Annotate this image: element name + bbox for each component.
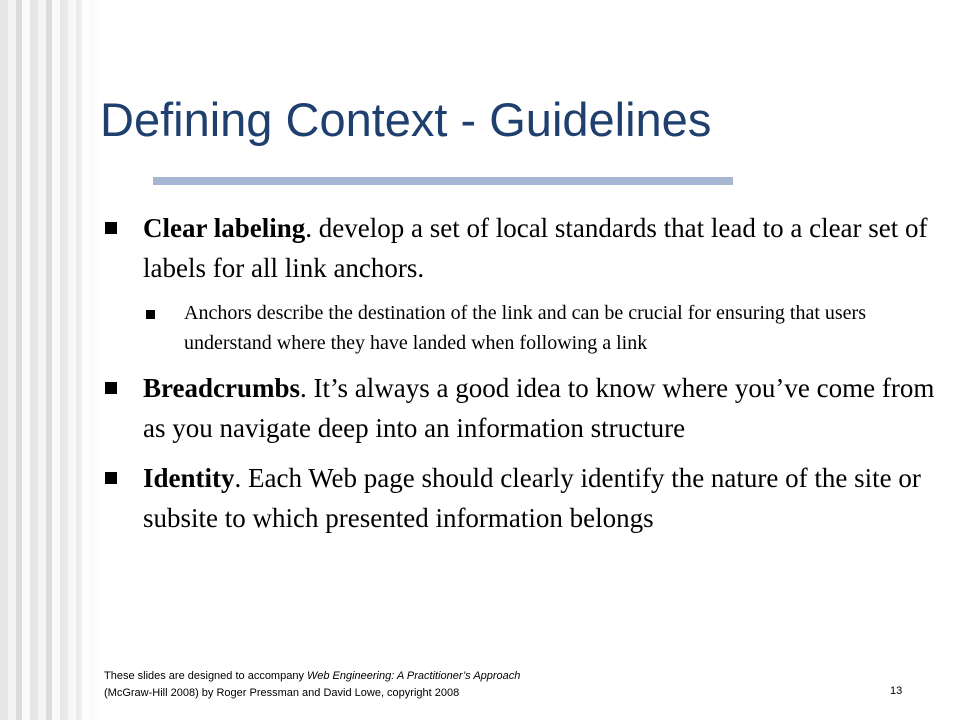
bullet-square-icon	[105, 222, 117, 234]
footer-book-title: Web Engineering: A Practitioner’s Approach	[307, 670, 521, 682]
bullet-square-icon	[105, 382, 117, 394]
bullet-text: . It’s always a good idea to know where you’ve come from as you navigate deep into an information structure	[143, 373, 935, 443]
bullet-term: Breadcrumbs	[143, 373, 301, 403]
slide-number: 13	[890, 685, 903, 697]
title-underline	[153, 177, 733, 185]
bullet-clear-labeling	[100, 208, 940, 288]
slide-title: Defining Context - Guidelines	[100, 93, 712, 146]
bullet-term: Identity	[143, 463, 235, 493]
bullet-term: Clear labeling	[143, 213, 306, 243]
bullet-text: . develop a set of local standards that lead to a clear set of labels for all link anchors.	[143, 213, 928, 283]
sub-bullet-anchors	[141, 298, 940, 358]
bullet-text: . Each Web page should clearly identify the nature of the site or subsite to which presented information belongs	[143, 463, 921, 533]
bullet-square-icon	[105, 472, 117, 484]
bullet-breadcrumbs	[100, 368, 940, 448]
left-stripe-fade	[60, 0, 100, 720]
slide-footer	[104, 668, 924, 702]
bullet-identity	[100, 458, 940, 538]
footer-suffix: (McGraw-Hill 2008) by Roger Pressman and David Lowe, copyright 2008	[104, 687, 460, 699]
bullet-square-icon	[146, 310, 155, 319]
slide-content	[100, 208, 940, 548]
footer-prefix: These slides are designed to accompany	[104, 670, 308, 682]
bullet-text: Anchors describe the destination of the link and can be crucial for ensuring that users understand where they have landed when following a link	[184, 302, 867, 354]
